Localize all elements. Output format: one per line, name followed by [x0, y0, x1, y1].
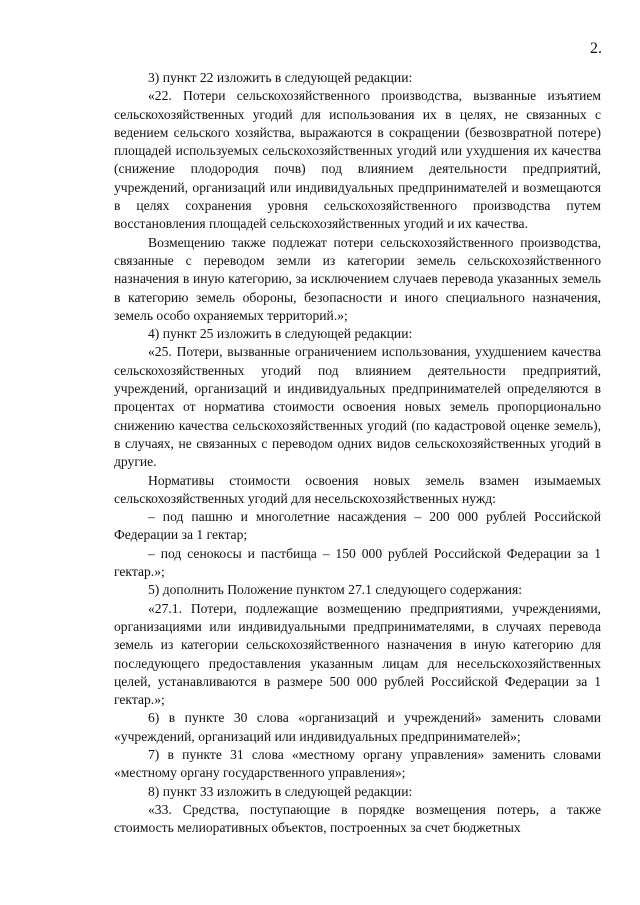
paragraph-clause-22-text: «22. Потери сельскохозяйственного производства, вызванные изъятием сельскохозяйственных угодий для использования их в целях, не связанных с ведением сельского хозяйства, выражаются в сокращении (безвозвратной потере) площадей используемых сельскохозяйственных угодий или ухудшения их качества (снижение плодородия почв) под влиянием деятельности предприятий, учреждений, организаций или индивидуальных предпринимателей и возмещаются в целях сохранения уровня сельскохозяйственного производства путем восстановления площадей сельскохозяйственных угодий и их качества. — [114, 88, 601, 232]
paragraph-item-6: 6) в пункте 30 слова «организаций и учреждений» заменить словами «учреждений, организаций или индивидуальных предпринимателей»; — [114, 710, 601, 744]
paragraph-clause-27-1-text: «27.1. Потери, подлежащие возмещению предприятиями, учреждениями, организациями или индивидуальными предпринимателями, в случаях перевода земель из категории сельскохозяйственного назначения в иную категорию для последующего предоставления указанным лицам для несельскохозяйственных целей, устанавливаются в размере 500 000 рублей Российской Федерации за 1 гектар.»; — [114, 600, 601, 708]
document-body — [114, 69, 601, 837]
paragraph-item-7: 7) в пункте 31 слова «местному органу управления» заменить словами «местному органу государственного управления»; — [114, 746, 601, 781]
paragraph-compensation-note: Возмещению также подлежат потери сельскохозяйственного производства, связанные с переводом земли из категории земель сельскохозяйственного назначения в иную категорию, за исключением случаев перевода указанных земель в категорию земель обороны, безопасности и иного специального назначения, земель особо охраняемых территорий.»; — [114, 234, 601, 323]
paragraph-norm-arable: – под пашню и многолетние насаждения – 200 000 рублей Российской Федерации за 1 гектар; — [114, 509, 601, 543]
paragraph-norms-intro: Нормативы стоимости освоения новых земель взамен изымаемых сельскохозяйственных угодий для несельскохозяйственных нужд: — [114, 472, 601, 506]
paragraph-clause-33-text: «33. Средства, поступающие в порядке возмещения потерь, а также стоимость мелиоративных объектов, построенных за счет бюджетных — [114, 801, 601, 836]
paragraph-item-8: 8) пункт 33 изложить в следующей редакции: — [148, 783, 413, 799]
page-number: 2. — [590, 40, 602, 57]
paragraph-item-4: 4) пункт 25 изложить в следующей редакции: — [148, 326, 413, 342]
paragraph-clause-25-text: «25. Потери, вызванные ограничением использования, ухудшением качества сельскохозяйственных угодий под влиянием деятельности предприятий, учреждений, организаций и индивидуальных предпринимателей определяются в процентах от норматива стоимости освоения новых земель пропорционально снижению качества сельскохозяйственных угодий (по кадастровой оценке земель), в случаях, не связанных с переводом одних видов сельскохозяйственных угодий в другие. — [114, 344, 601, 470]
paragraph-norm-hayfield: – под сенокосы и пастбища – 150 000 рублей Российской Федерации за 1 гектар.»; — [114, 545, 601, 580]
paragraph-item-5: 5) дополнить Положение пунктом 27.1 следующего содержания: — [148, 582, 523, 598]
paragraph-item-3: 3) пункт 22 изложить в следующей редакции: — [148, 70, 413, 85]
